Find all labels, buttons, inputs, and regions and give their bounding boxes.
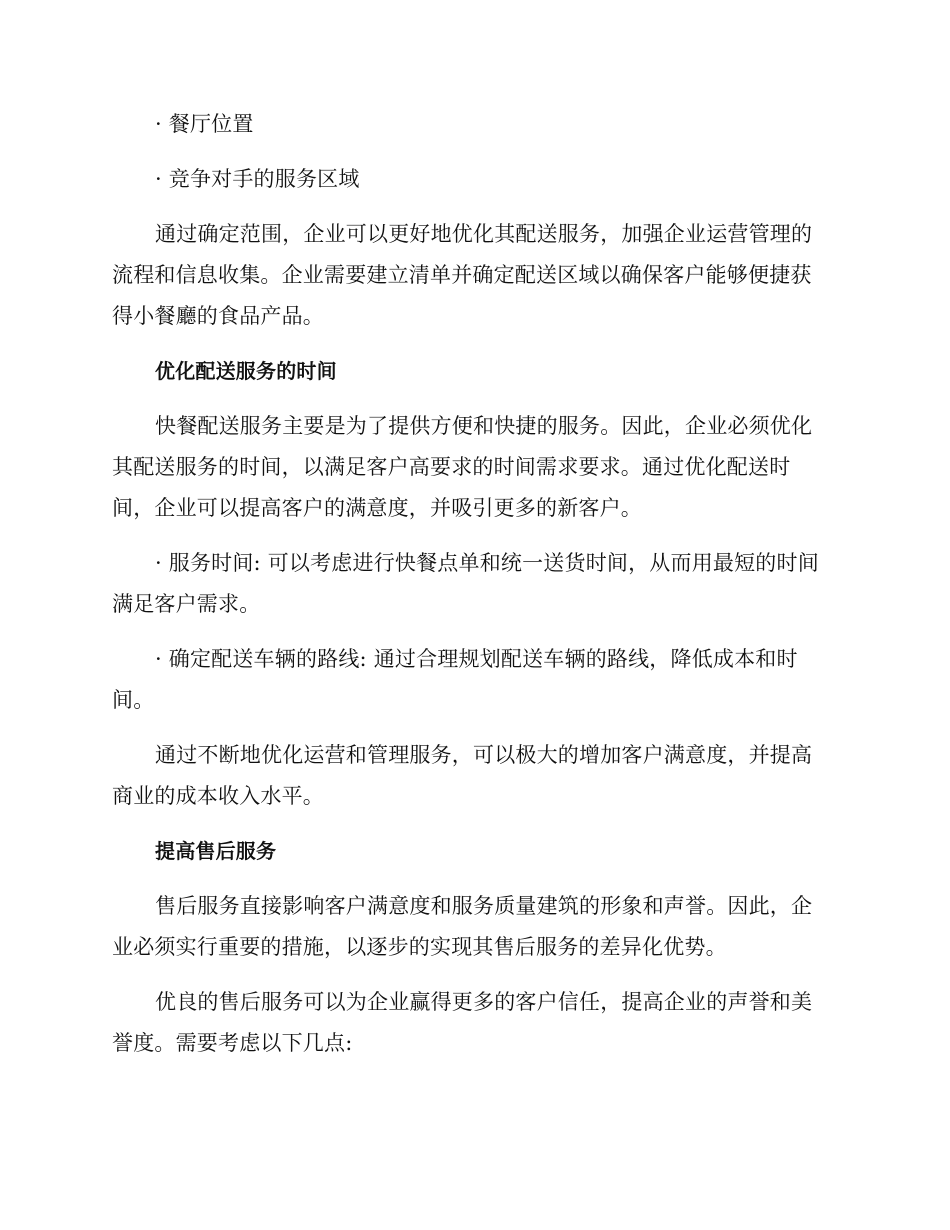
- paragraph-line: · 确定配送车辆的路线: 通过合理规划配送车辆的路线，降低成本和时: [155, 647, 798, 671]
- document-page: [112, 104, 830, 1078]
- paragraph-line: 快餐配送服务主要是为了提供方便和快捷的服务。因此，企业必须优化: [155, 414, 813, 438]
- paragraph-line: 商业的成本收入水平。: [112, 784, 324, 808]
- paragraph-delivery-time: [112, 406, 830, 529]
- paragraph-line: 通过确定范围，企业可以更好地优化其配送服务，加强企业运营管理的: [155, 222, 813, 246]
- paragraph-after-sales-benefits: [112, 982, 830, 1064]
- paragraph-optimize-operations: [112, 735, 830, 817]
- bullet-service-time: [112, 543, 830, 625]
- bullet-competitor-service-area: · 竞争对手的服务区域: [155, 167, 360, 191]
- paragraph-line: 流程和信息收集。企业需要建立清单并确定配送区域以确保客户能够便捷获: [112, 263, 812, 287]
- paragraph-line: 其配送服务的时间，以满足客户高要求的时间需求要求。通过优化配送时: [112, 455, 791, 479]
- bullet-vehicle-route: [112, 639, 830, 721]
- paragraph-line: 优良的售后服务可以为企业赢得更多的客户信任，提高企业的声誉和美: [155, 990, 813, 1014]
- bullet-restaurant-location: · 餐厅位置: [155, 112, 254, 136]
- paragraph-line: 誉度。需要考虑以下几点:: [112, 1031, 353, 1055]
- paragraph-scope: [112, 214, 830, 337]
- paragraph-line: 得小餐廳的食品产品。: [112, 304, 324, 328]
- paragraph-line: 业必须实行重要的措施，以逐步的实现其售后服务的差异化优势。: [112, 935, 727, 959]
- section-heading-delivery-time: 优化配送服务的时间: [155, 359, 337, 383]
- paragraph-line: 间。: [112, 688, 155, 712]
- paragraph-after-sales-impact: [112, 886, 830, 968]
- paragraph-line: 满足客户需求。: [112, 592, 261, 616]
- paragraph-line: 通过不断地优化运营和管理服务，可以极大的增加客户满意度，并提高: [155, 743, 813, 767]
- section-heading-after-sales: 提高售后服务: [155, 839, 277, 863]
- paragraph-line: · 服务时间: 可以考虑进行快餐点单和统一送货时间，从而用最短的时间: [155, 551, 819, 575]
- paragraph-line: 间，企业可以提高客户的满意度，并吸引更多的新客户。: [112, 496, 642, 520]
- paragraph-line: 售后服务直接影响客户满意度和服务质量建筑的形象和声誉。因此，企: [155, 894, 813, 918]
